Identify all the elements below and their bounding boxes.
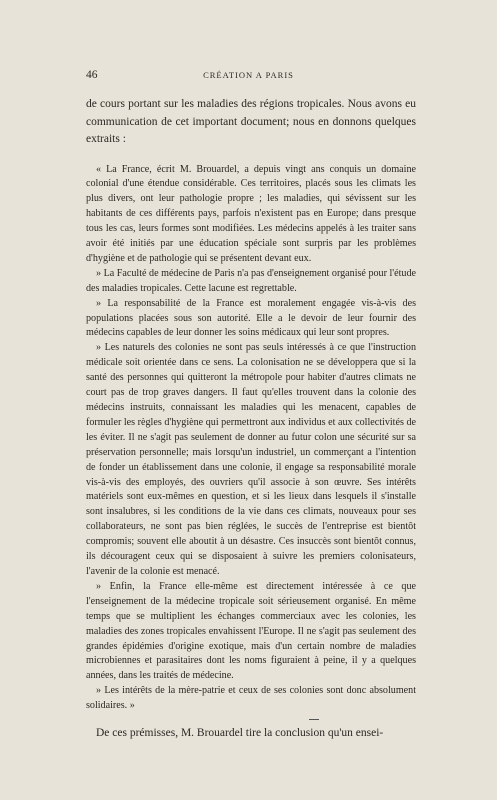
quote-paragraph: » La responsabilité de la France est moralement engagée vis-à-vis des populations placées sous son autorité. Elle a le devoir de leur fournir des médecins capables de leur donner les soins médicaux qui leur sont propres. (86, 297, 416, 339)
quoted-report (86, 163, 416, 715)
quote-paragraph: « La France, écrit M. Brouardel, a depuis vingt ans conquis un domaine colonial d'une étendue considérable. Ces territoires, placés sous les climats les plus divers, ont leur pathologie propre ; les maladies, qui sévissent sur les habitants de ces différents pays, parfois n'existent pas en Europe; dans presque tous les cas, leurs formes sont modifiées. Les médecins appelés à les traiter sans avoir été initiés par une éducation spéciale sont surpris par les problèmes d'hygiène et de pathologie qui se présentent devant eux. (86, 163, 416, 264)
quote-paragraph: » Les intérêts de la mère-patrie et ceux de ses colonies sont donc absolument solidaires. » (86, 685, 416, 712)
closing-paragraph: De ces prémisses, M. Brouardel tire la conclusion qu'un ensei- (96, 727, 384, 740)
page-number: 46 (86, 69, 98, 81)
quote-paragraph: » Enfin, la France elle-même est directement intéressée à ce que l'enseignement de la médecine tropicale soit sérieusement organisé. En même temps que se multiplient les échanges commerciaux avec les colonies, les maladies des zones tropicales envahissent l'Europe. Il ne s'agit pas seulement des grandes épidémies d'origine exotique, mais d'un certain nombre de maladies microbiennes et parasitaires dont les noms figuraient à peine, il y a quelques années, dans les traités de médecine. (86, 580, 416, 682)
page-header (0, 69, 497, 85)
page-body (86, 96, 416, 743)
running-head: CRÉATION A PARIS (203, 70, 294, 80)
section-separator (309, 719, 319, 720)
quote-paragraph: » Les naturels des colonies ne sont pas seuls intéressés à ce que l'instruction médicale soit orientée dans ce sens. La colonisation ne se développera que si la santé des personnes qui quitteront la métropole pour habiter d'autres climats ne court pas de trop graves dangers. Il faut qu'elles trouvent dans la colonie des médecins instruits, connaissant les maladies qui les menacent, capables de formuler les règles d'hygiène qui permettront aux individus et aux collectivités de les éviter. Il ne s'agit pas seulement de donner au futur colon une sécurité sur sa préservation personnelle; mais lorsqu'un industriel, un commerçant a l'intention de fonder un établissement dans une colonie, il engage sa responsabilité morale vis-à-vis des employés, des ouvriers qu'il associe à son œuvre. Ses intérêts matériels sont eux-mêmes en question, et si les lieux dans lesquels il s'installe sont insalubres, si les conditions de la vie dans ces climats, nouveaux pour ses collaborateurs, ne sont pas bien réglées, le succès de l'entreprise est bientôt compromis; souvent elle aboutit à un désastre. Ces insuccès sont bientôt connus, ils découragent ceux qui se disposaient à suivre les premiers colonisateurs, l'avenir de la colonie est menacé. (86, 342, 416, 577)
quote-paragraph: » La Faculté de médecine de Paris n'a pas d'enseignement organisé pour l'étude des maladies tropicales. Cette lacune est regrettable. (86, 267, 416, 294)
intro-paragraph: de cours portant sur les maladies des régions tropicales. Nous avons eu communication de cet important document; nous en donnons quelques extraits : (86, 98, 416, 145)
